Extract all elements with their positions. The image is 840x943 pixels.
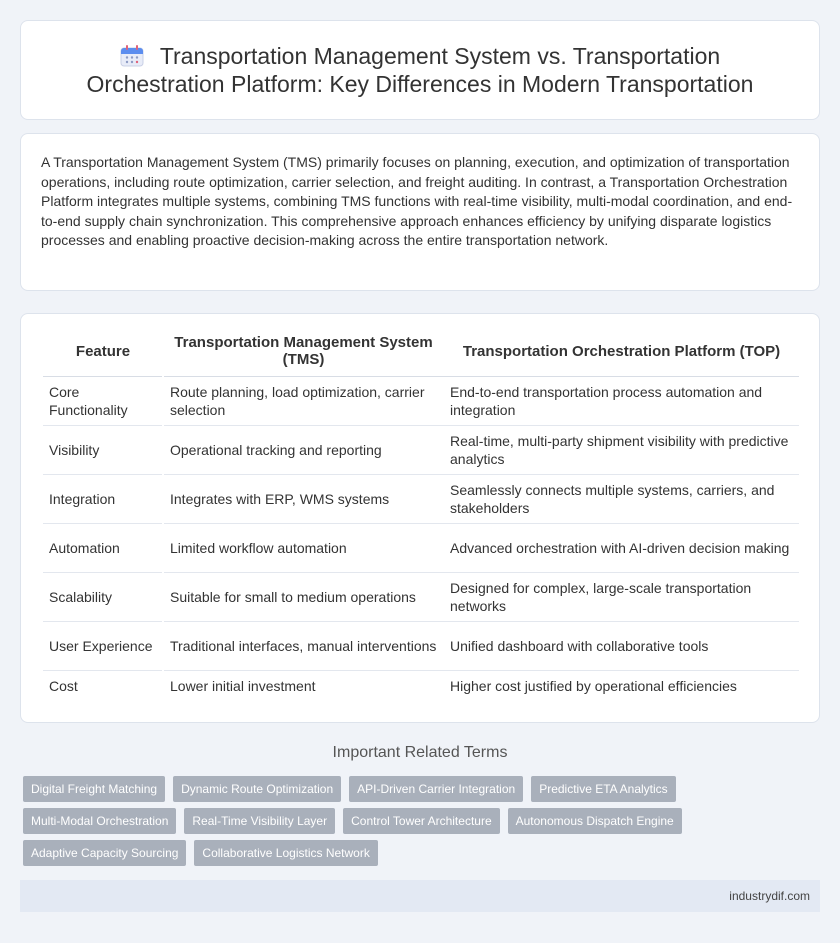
related-terms-list (23, 776, 823, 872)
top-cell: Real-time, multi-party shipment visibility with predictive analytics (444, 425, 799, 474)
related-term-tag[interactable]: API-Driven Carrier Integration (349, 776, 523, 802)
header-top: Transportation Orchestration Platform (TOP) (444, 327, 799, 376)
related-term-tag[interactable]: Autonomous Dispatch Engine (508, 808, 682, 834)
calendar-icon (120, 45, 144, 67)
top-cell: Seamlessly connects multiple systems, carriers, and stakeholders (444, 474, 799, 523)
feature-cell: Cost (43, 670, 163, 701)
page-title (50, 42, 790, 98)
top-cell: Advanced orchestration with AI-driven decision making (444, 523, 799, 572)
header-feature: Feature (43, 327, 163, 376)
title-card (20, 20, 820, 120)
footer (20, 880, 820, 912)
related-term-tag[interactable]: Digital Freight Matching (23, 776, 165, 802)
intro-card (20, 133, 820, 291)
table-row (43, 621, 799, 670)
table-row (43, 474, 799, 523)
related-term-tag[interactable]: Real-Time Visibility Layer (184, 808, 335, 834)
feature-cell: Integration (43, 474, 163, 523)
page-title-text: Transportation Management System vs. Transportation Orchestration Platform: Key Differences in Modern Transportation (86, 43, 754, 97)
related-terms-title: Important Related Terms (332, 744, 508, 761)
tms-cell: Suitable for small to medium operations (163, 572, 444, 621)
tms-cell: Operational tracking and reporting (163, 425, 444, 474)
related-term-tag[interactable]: Adaptive Capacity Sourcing (23, 840, 186, 866)
intro-paragraph: A Transportation Management System (TMS) primarily focuses on planning, execution, and optimization of transportation operations, including route optimization, carrier selection, and freight auditing. In contrast, a Transportation Orchestration Platform integrates multiple systems, combining TMS functions with real-time visibility, multi-modal coordination, and end-to-end supply chain synchronization. This comprehensive approach enhances efficiency by unifying disparate logistics processes and enabling proactive decision-making across the entire transportation network. (41, 154, 793, 249)
top-cell: Designed for complex, large-scale transportation networks (444, 572, 799, 621)
related-term-tag[interactable]: Predictive ETA Analytics (531, 776, 676, 802)
header-tms: Transportation Management System (TMS) (163, 327, 444, 376)
table-row (43, 572, 799, 621)
feature-cell: Core Functionality (43, 376, 163, 425)
comparison-table-card (20, 313, 820, 723)
tms-cell: Traditional interfaces, manual interventions (163, 621, 444, 670)
tms-cell: Route planning, load optimization, carrier selection (163, 376, 444, 425)
tms-cell: Limited workflow automation (163, 523, 444, 572)
related-term-tag[interactable]: Multi-Modal Orchestration (23, 808, 176, 834)
tms-cell: Integrates with ERP, WMS systems (163, 474, 444, 523)
top-cell: End-to-end transportation process automation and integration (444, 376, 799, 425)
tms-cell: Lower initial investment (170, 677, 316, 694)
feature-cell: Scalability (43, 572, 163, 621)
top-cell: Unified dashboard with collaborative tools (444, 621, 799, 670)
related-term-tag[interactable]: Control Tower Architecture (343, 808, 500, 834)
table-row (43, 376, 799, 425)
table-row (43, 425, 799, 474)
feature-cell: Visibility (43, 425, 163, 474)
top-cell: Higher cost justified by operational efficiencies (450, 677, 737, 694)
footer-site-link[interactable]: industrydif.com (729, 889, 810, 903)
comparison-table (43, 327, 799, 701)
table-row (43, 523, 799, 572)
table-header-row (43, 327, 799, 376)
feature-cell: Automation (43, 523, 163, 572)
feature-cell: User Experience (43, 621, 163, 670)
table-row (43, 670, 799, 701)
related-term-tag[interactable]: Dynamic Route Optimization (173, 776, 341, 802)
related-term-tag[interactable]: Collaborative Logistics Network (194, 840, 377, 866)
